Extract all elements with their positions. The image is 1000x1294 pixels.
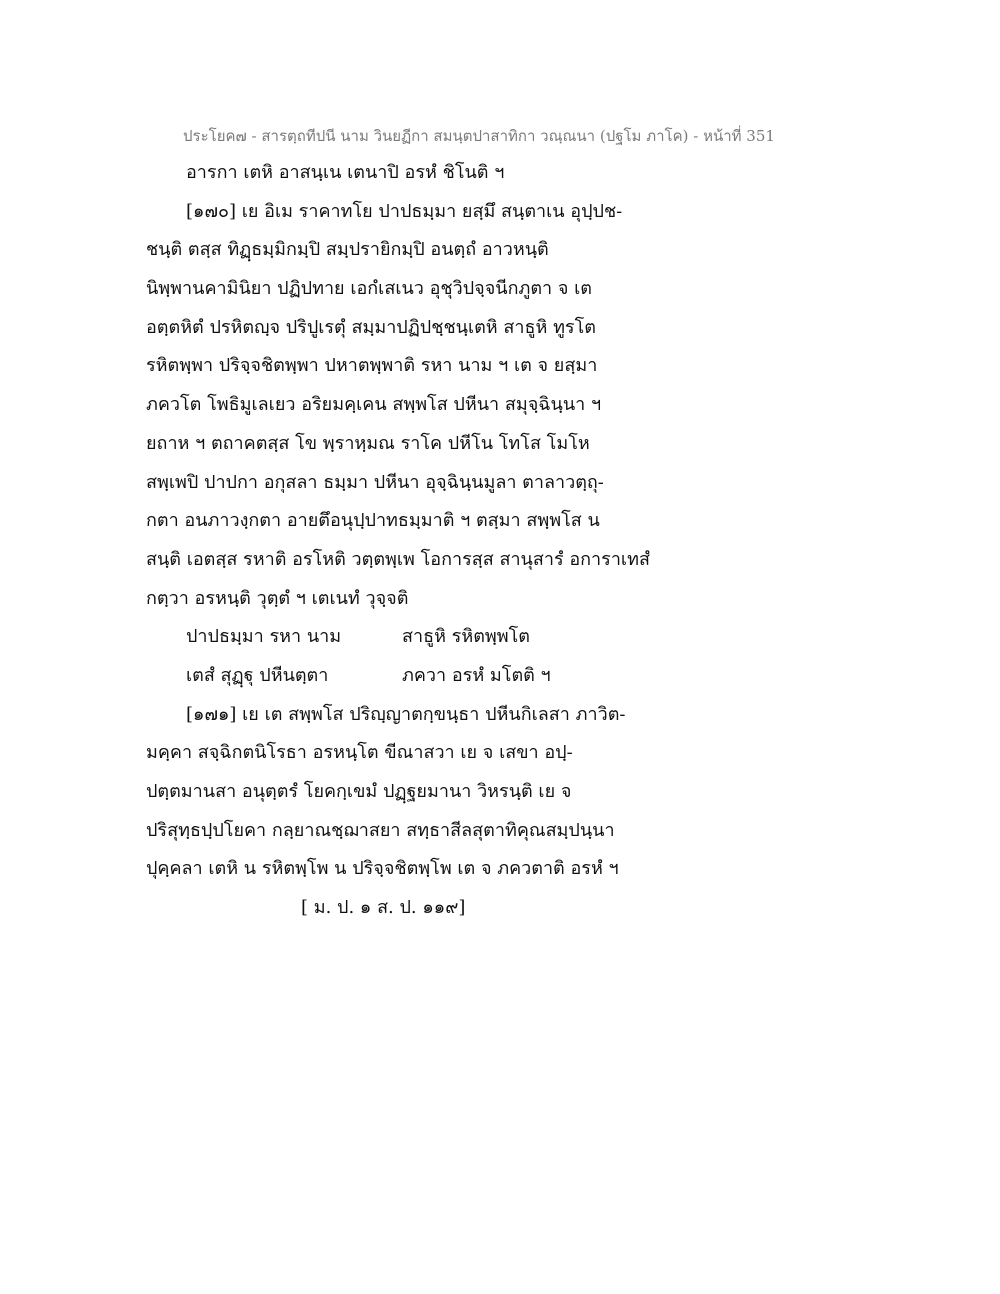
verse-half-b: ภควา อรหํ มโตติ ฯ xyxy=(402,664,551,686)
text-line: กตา อนภาวงฺกตา อายตึอนุปฺปาทธมฺมาติ ฯ ตสฺมา สพฺพโส น xyxy=(146,510,600,532)
reference-citation: [ ม. ป. ๑ ส. ป. ๑๑๙] xyxy=(301,897,466,919)
text-line: ปตฺตมานสา อนุตฺตรํ โยคกฺเขมํ ปฏฺฐยมานา วิหรนฺติ เย จ xyxy=(146,781,572,802)
verse-half-b: สาธูหิ รหิตพฺพโต xyxy=(402,626,530,648)
text-line: อตฺตหิตํ ปรหิตญฺจ ปริปูเรตุํ สมฺมาปฏิปชฺชนฺเตหิ สาธูหิ ทูรโต xyxy=(146,316,596,338)
text-line: มคฺคา สจฺฉิกตนิโรธา อรหนฺโต ขีณาสวา เย จ เสขา อปฺ- xyxy=(146,742,573,764)
text-line: กตฺวา อรหนฺติ วุตฺตํ ฯ เตเนทํ วุจฺจติ xyxy=(146,587,409,609)
text-line: ปุคฺคลา เตหิ น รหิตพฺโพ น ปริจฺจชิตพฺโพ เต จ ภควตาติ อรหํ ฯ xyxy=(146,858,619,880)
text-line: รหิตพฺพา ปริจฺจชิตพฺพา ปหาตพฺพาติ รหา นาม ฯ เต จ ยสฺมา xyxy=(146,355,598,377)
paragraph-171-start: [๑๗๑] เย เต สพฺพโส ปริญฺญาตกฺขนฺธา ปหีนกิเลสา ภาวิต- xyxy=(186,703,626,725)
running-header: ประโยค๗ - สารตฺถทีปนี นาม วินยฏีกา สมนฺตปาสาทิกา วณฺณนา (ปฐโม ภาโค) - หน้าที่ 351 xyxy=(183,127,775,145)
text-line: ฺชนฺติ ตสฺส ทิฏฺธมฺมิกมฺปิ สมฺปรายิกมฺปิ อนตฺถํ อาวหนฺติ xyxy=(146,239,549,261)
paragraph-170-start: [๑๗๐] เย อิเม ราคาทโย ปาปธมฺมา ยสฺมึ สนฺตาเน อุปฺปช- xyxy=(186,200,623,222)
text-line: สนฺติ เอตสฺส รหาติ อรโหติ วตฺตพฺเพ โอการสฺส สานุสารํ อการาเทสํ xyxy=(146,548,650,570)
verse-half-a: ปาปธมฺมา รหา นาม xyxy=(186,626,342,648)
text-line: สพฺเพปิ ปาปกา อกุสลา ธมฺมา ปหีนา อุจฺฉินฺนมูลา ตาลาวตฺถุ- xyxy=(146,471,604,493)
body-text xyxy=(146,154,706,928)
text-line: อารกา เตหิ อาสนฺเน เตนาปิ อรหํ ชิโนติ ฯ xyxy=(186,162,505,183)
text-line: ปริสุทฺธปฺปโยคา กลฺยาณชฺฌาสยา สทฺธาสีลสุตาทิคุณสมฺปนฺนา xyxy=(146,819,615,841)
verse-half-a: เตสํ สุฏฺฐุ ปหีนตฺตา xyxy=(186,664,329,686)
text-line: ภควโต โพธิมูเลเยว อริยมคฺเคน สพฺพโส ปหีนา สมุจฺฉินฺนา ฯ xyxy=(146,394,602,416)
text-line: ยถาห ฯ ตถาคตสฺส โข พฺราหฺมณ ราโค ปหีโน โทโส โมโห xyxy=(146,432,590,454)
verse-line xyxy=(146,657,706,696)
text-line: นิพฺพานคามินิยา ปฏิปทาย เอกํเสเนว อุชุวิปจฺจนีกภูตา จ เต xyxy=(146,278,592,300)
verse-line xyxy=(146,618,706,657)
